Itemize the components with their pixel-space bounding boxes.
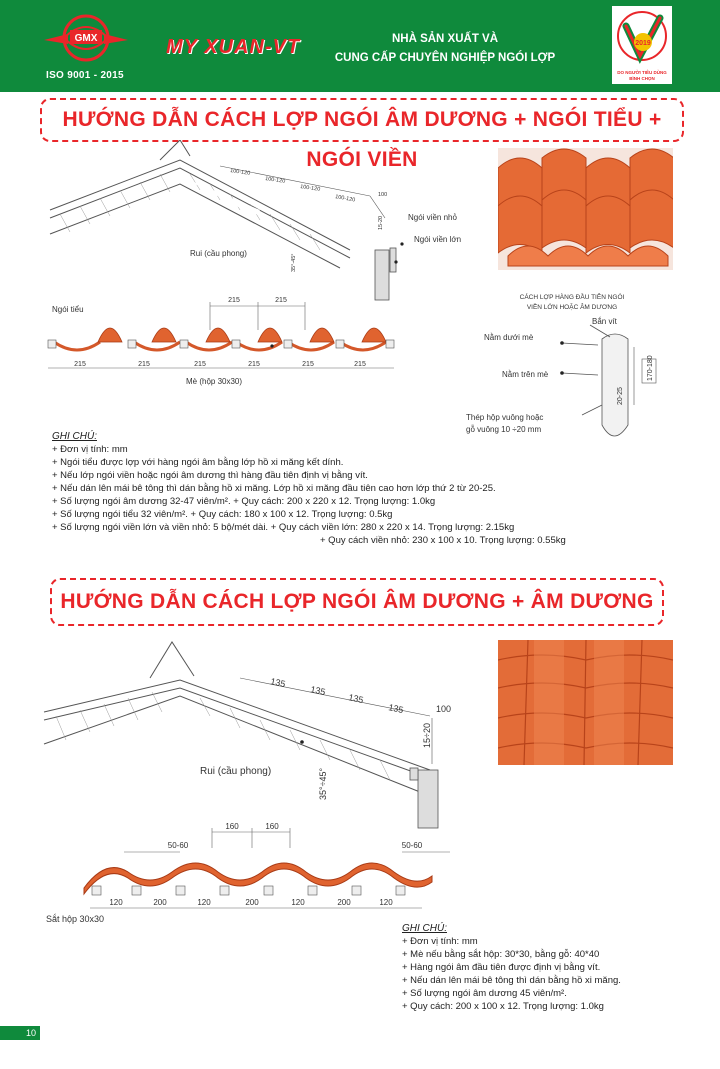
- s1-note-extra: + Quy cách viền nhỏ: 230 x 100 x 10. Trọng lượng: 0.55kg: [320, 535, 566, 546]
- s2-roof-dim-3: 135: [347, 692, 365, 706]
- s1-roof-dim-3: 100-120: [299, 184, 321, 193]
- section2-tile-profile: [40, 818, 460, 928]
- s2-bottom-dim-6: 200: [337, 898, 351, 907]
- s2-roof-dim-5: 100: [436, 704, 452, 714]
- s2-note-5: + Số lượng ngói âm dương 45 viên/m².: [402, 988, 567, 999]
- s1-top-spacing-1: 215: [228, 297, 240, 304]
- s2-side-left: 50-60: [167, 841, 189, 850]
- s2-roof-dim-1: 135: [269, 676, 287, 690]
- s2-bottom-dim-3: 120: [197, 898, 211, 907]
- section1-tile-photo: [498, 148, 673, 270]
- s1-edge-small: Ngói viền nhỏ: [408, 213, 457, 222]
- award-year: 2019: [635, 40, 651, 47]
- s1-top-spacing-2: 215: [275, 297, 287, 304]
- s2-notes-heading: GHI CHÚ:: [402, 923, 447, 934]
- section2-title: HƯỚNG DẪN CÁCH LỢP NGÓI ÂM DƯƠNG + ÂM DƯƠNG: [50, 578, 664, 626]
- s1-roof-dim-2: 100-120: [264, 176, 286, 185]
- section2-notes: [402, 922, 621, 1013]
- s1-bottom-spacing-3: 215: [194, 361, 206, 368]
- tagline-line-2: CUNG CẤP CHUYÊN NGHIỆP NGÓI LỢP: [334, 52, 556, 64]
- s2-top-dim-1: 160: [225, 822, 239, 831]
- section1-detail-diagram: [462, 285, 682, 450]
- s1-note-6: + Số lượng ngói tiểu 32 viên/m². + Quy cách: 180 x 100 x 12. Trọng lượng: 0.5kg: [52, 509, 393, 520]
- s2-side-right: 50-60: [401, 841, 423, 850]
- s2-roof-dim-4: 135: [387, 702, 405, 716]
- s2-note-4: + Nếu dán lên mái bê tông thì dán bằng hồ xi măng.: [402, 975, 621, 986]
- company-logo: [40, 8, 132, 68]
- section1-roof-diagram: [40, 140, 480, 310]
- tagline: [300, 30, 590, 68]
- s1-dim-a: 20-25: [617, 387, 624, 405]
- s1-edge-large: Ngói viền lớn: [414, 235, 462, 244]
- s2-rafter-label: Rui (cầu phong): [200, 766, 272, 777]
- award-caption-2: BÌNH CHỌN: [629, 76, 655, 81]
- section2-roof-diagram: [40, 632, 480, 832]
- s2-bottom-dim-5: 120: [291, 898, 305, 907]
- iso-label: ISO 9001 - 2015: [46, 70, 124, 81]
- s1-note-5: + Số lượng ngói âm dương 32-47 viên/m². + Quy cách: 200 x 220 x 12. Trọng lượng: 1.0kg: [52, 496, 436, 507]
- s1-notes-heading: GHI CHÚ:: [52, 431, 97, 442]
- brand-name: MY XUAN-VT: [166, 36, 301, 58]
- s2-bottom-dim-4: 200: [245, 898, 259, 907]
- s1-roof-dim-4: 100-120: [334, 194, 356, 204]
- s2-bottom-dim-7: 120: [379, 898, 393, 907]
- s1-detail-title-1: CÁCH LỢP HÀNG ĐẦU TIÊN NGÓI: [519, 294, 625, 301]
- s2-angle: 35°÷45°: [318, 767, 328, 800]
- section1-title: HƯỚNG DẪN CÁCH LỢP NGÓI ÂM DƯƠNG + NGÓI TIỂU + NGÓI VIỀN: [40, 98, 684, 142]
- s2-top-dim-2: 160: [265, 822, 279, 831]
- s2-note-3: + Hàng ngói âm đầu tiên được định vị bằng vít.: [402, 962, 601, 973]
- s1-steel-label-2: gỗ vuông 10 ÷20 mm: [466, 425, 542, 434]
- s1-bottom-spacing-5: 215: [302, 361, 314, 368]
- s1-tile-small-label: Ngói tiểu: [52, 305, 84, 314]
- award-caption-1: DO NGƯỜI TIÊU DÙNG: [617, 70, 667, 75]
- s2-note-1: + Đơn vị tính: mm: [402, 936, 478, 947]
- s1-above-label: Nằm trên mè: [502, 370, 549, 379]
- s1-rafter-label: Rui (cầu phong): [190, 249, 247, 258]
- s1-dim-b: 170-180: [647, 355, 654, 381]
- s2-roof-dim-2: 135: [309, 684, 327, 698]
- s1-steel-label-1: Thép hộp vuông hoặc: [466, 413, 544, 422]
- s2-roof-dim-6: 15÷20: [422, 723, 432, 748]
- award-caption: [612, 70, 672, 82]
- s1-bottom-spacing-1: 215: [74, 361, 86, 368]
- s1-bottom-spacing-4: 215: [248, 361, 260, 368]
- page-number: 10: [0, 1026, 40, 1040]
- s2-note-6: + Quy cách: 200 x 100 x 12. Trọng lượng: 1.0kg: [402, 1001, 604, 1012]
- section1-notes: [52, 430, 566, 547]
- s1-detail-title-2: VIỀN LỚN HOẶC ÂM DƯƠNG: [526, 304, 618, 311]
- s2-bottom-dim-1: 120: [109, 898, 123, 907]
- s2-note-2: + Mè nếu bằng sắt hộp: 30*30, bằng gỗ: 40*40: [402, 949, 600, 960]
- s2-batten-label: Sắt hộp 30x30: [46, 914, 105, 924]
- s1-bottom-spacing-6: 215: [354, 361, 366, 368]
- s1-note-1: + Đơn vị tính: mm: [52, 444, 128, 455]
- s1-batten-label: Mè (hộp 30x30): [186, 377, 243, 386]
- s1-note-3: + Nếu lớp ngói viền hoặc ngói âm dương thì hàng đầu tiên định vị bằng vít.: [52, 470, 368, 481]
- s1-bottom-spacing-2: 215: [138, 361, 150, 368]
- s1-note-2: + Ngói tiểu được lợp với hàng ngói âm bằng lớp hồ xi măng kết dính.: [52, 457, 344, 468]
- s1-roof-dim-5: 100: [378, 192, 388, 198]
- s1-note-7: + Số lượng ngói viền lớn và viền nhỏ: 5 bộ/mét dài. + Quy cách viền lớn: 280 x 220 x 14. Trọng lượng: 2.15kg: [52, 522, 515, 533]
- tagline-line-1: NHÀ SẢN XUẤT VÀ: [391, 33, 499, 45]
- section2-tile-photo: [498, 640, 673, 765]
- header-bar: [0, 0, 720, 92]
- s1-note-4: + Nếu dán lên mái bê tông thì dán bằng hồ xi măng. Lớp hồ xi măng đầu tiên cao hơn lớp thứ 2 từ 20-25.: [52, 483, 496, 494]
- s2-bottom-dim-2: 200: [153, 898, 167, 907]
- s1-angle: 35°-45°: [291, 253, 297, 272]
- s1-under-label: Nằm dưới mè: [484, 333, 534, 342]
- s1-roof-dim-6: 15-20: [378, 215, 384, 230]
- s1-screw-label: Bắn vít: [592, 317, 617, 326]
- s1-roof-dim-1: 100-120: [229, 168, 251, 177]
- section1-tile-profile: [40, 290, 420, 390]
- logo-text: GMX: [74, 33, 98, 44]
